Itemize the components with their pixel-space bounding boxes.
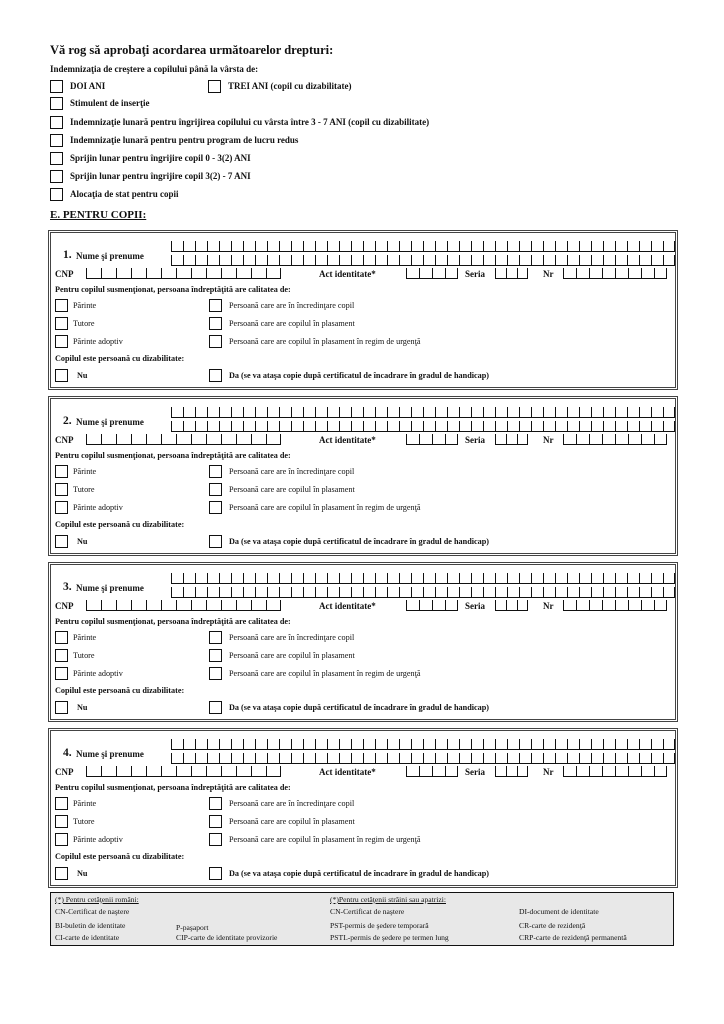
act-label: Act identitate*	[319, 435, 376, 445]
parinte-label: Părinte	[73, 633, 97, 642]
child-panel-3	[48, 562, 678, 722]
legend-di: DI-document de identitate	[519, 907, 599, 916]
calitate-label: Pentru copilul susmenţionat, persoana îndreptăţită are calitatea de:	[55, 783, 291, 792]
parinte-checkbox[interactable]	[55, 631, 68, 644]
name-grid-row-2-baseline	[171, 597, 675, 598]
incredintare-label: Persoană care are în încredinţare copil	[229, 799, 355, 808]
nu-label: Nu	[77, 537, 88, 546]
child-number: 3.	[63, 581, 72, 593]
cnp-label: CNP	[55, 269, 74, 279]
program-redus-checkbox[interactable]	[50, 134, 63, 147]
stimulent-label: Stimulent de inserţie	[70, 98, 150, 108]
plasament-checkbox[interactable]	[209, 815, 222, 828]
name-grid-row-2-baseline	[171, 265, 675, 266]
legend-cr: CR-carte de rezidenţă	[519, 921, 586, 930]
plasament-urgenta-label: Persoană care are copilul în plasament în regim de urgenţă	[229, 337, 421, 346]
legend-cip: CIP-carte de identitate provizorie	[176, 933, 278, 942]
doi-ani-label: DOI ANI	[70, 81, 106, 91]
seria-label: Seria	[465, 767, 485, 777]
cnp-grid-baseline	[86, 444, 281, 445]
seria-grid-baseline	[495, 444, 528, 445]
incredintare-label: Persoană care are în încredinţare copil	[229, 633, 355, 642]
da-checkbox[interactable]	[209, 867, 222, 880]
plasament-urgenta-label: Persoană care are copilul în plasament în regim de urgenţă	[229, 835, 421, 844]
name-grid-row-1-baseline	[171, 583, 675, 584]
da-label: Da (se va ataşa copie după certificatul de încadrare în gradul de handicap)	[229, 537, 490, 546]
incredintare-checkbox[interactable]	[209, 631, 222, 644]
calitate-label: Pentru copilul susmenţionat, persoana îndreptăţită are calitatea de:	[55, 617, 291, 626]
incredintare-label: Persoană care are în încredinţare copil	[229, 301, 355, 310]
parinte-adoptiv-checkbox[interactable]	[55, 501, 68, 514]
tutore-label: Tutore	[73, 651, 95, 660]
cnp-label: CNP	[55, 767, 74, 777]
page-title: Vă rog să aprobaţi acordarea următoarelor drepturi:	[50, 43, 334, 57]
da-label: Da (se va ataşa copie după certificatul de încadrare în gradul de handicap)	[229, 371, 490, 380]
plasament-urgenta-label: Persoană care are copilul în plasament în regim de urgenţă	[229, 669, 421, 678]
parinte-adoptiv-label: Părinte adoptiv	[73, 669, 123, 678]
name-grid-row-1-baseline	[171, 749, 675, 750]
act-label: Act identitate*	[319, 269, 376, 279]
act-grid-baseline	[406, 610, 458, 611]
nr-grid-baseline	[563, 444, 667, 445]
tutore-label: Tutore	[73, 319, 95, 328]
name-grid-row-2-baseline	[171, 763, 675, 764]
nu-checkbox[interactable]	[55, 701, 68, 714]
name-label: Nume şi prenume	[76, 583, 144, 593]
nr-grid-baseline	[563, 610, 667, 611]
nr-label: Nr	[543, 269, 554, 279]
parinte-adoptiv-label: Părinte adoptiv	[73, 835, 123, 844]
legend-cn: CN-Certificat de naştere	[55, 907, 130, 916]
da-checkbox[interactable]	[209, 535, 222, 548]
cnp-grid-baseline	[86, 278, 281, 279]
seria-label: Seria	[465, 269, 485, 279]
da-label: Da (se va ataşa copie după certificatul de încadrare în gradul de handicap)	[229, 703, 490, 712]
alocatie-label: Alocaţia de stat pentru copii	[70, 189, 179, 199]
cnp-grid-baseline	[86, 610, 281, 611]
da-checkbox[interactable]	[209, 701, 222, 714]
calitate-label: Pentru copilul susmenţionat, persoana îndreptăţită are calitatea de:	[55, 285, 291, 294]
parinte-label: Părinte	[73, 301, 97, 310]
tutore-label: Tutore	[73, 817, 95, 826]
plasament-urgenta-checkbox[interactable]	[209, 335, 222, 348]
plasament-urgenta-checkbox[interactable]	[209, 667, 222, 680]
child-number: 1.	[63, 249, 72, 261]
incredintare-checkbox[interactable]	[209, 299, 222, 312]
plasament-urgenta-checkbox[interactable]	[209, 501, 222, 514]
legend-bi: BI-buletin de identitate	[55, 921, 126, 930]
doi-ani-checkbox[interactable]	[50, 80, 63, 93]
nr-grid-baseline	[563, 776, 667, 777]
plasament-checkbox[interactable]	[209, 317, 222, 330]
legend-box	[50, 892, 674, 946]
name-label: Nume şi prenume	[76, 417, 144, 427]
parinte-checkbox[interactable]	[55, 797, 68, 810]
legend-crp: CRP-carte de rezidenţă permanentă	[519, 933, 627, 942]
child-panel-2	[48, 396, 678, 556]
plasament-urgenta-label: Persoană care are copilul în plasament în regim de urgenţă	[229, 503, 421, 512]
parinte-checkbox[interactable]	[55, 465, 68, 478]
da-label: Da (se va ataşa copie după certificatul de încadrare în gradul de handicap)	[229, 869, 490, 878]
trei-ani-checkbox[interactable]	[208, 80, 221, 93]
act-grid-baseline	[406, 444, 458, 445]
section-e-title: E. PENTRU COPII:	[50, 209, 147, 221]
legend-ci: CI-carte de identitate	[55, 933, 120, 942]
plasament-label: Persoană care are copilul în plasament	[229, 817, 355, 826]
act-label: Act identitate*	[319, 601, 376, 611]
seria-grid-baseline	[495, 278, 528, 279]
legend-cn2: CN-Certificat de naştere	[330, 907, 405, 916]
indemnizatie-3-7-checkbox[interactable]	[50, 116, 63, 129]
dizabilitate-label: Copilul este persoană cu dizabilitate:	[55, 686, 185, 695]
cnp-grid-baseline	[86, 776, 281, 777]
act-grid-baseline	[406, 278, 458, 279]
da-checkbox[interactable]	[209, 369, 222, 382]
plasament-checkbox[interactable]	[209, 483, 222, 496]
name-label: Nume şi prenume	[76, 749, 144, 759]
seria-grid-baseline	[495, 776, 528, 777]
indemnizatie-3-7-label: Indemnizaţie lunară pentru îngrijirea copilului cu vârsta între 3 - 7 ANI (copil cu dizabilitate)	[70, 117, 430, 127]
child-number: 4.	[63, 747, 72, 759]
stimulent-checkbox[interactable]	[50, 97, 63, 110]
cnp-label: CNP	[55, 601, 74, 611]
child-panel-1	[48, 230, 678, 390]
name-grid-row-1-baseline	[171, 417, 675, 418]
plasament-urgenta-checkbox[interactable]	[209, 833, 222, 846]
parinte-adoptiv-checkbox[interactable]	[55, 833, 68, 846]
legend-p: P-paşaport	[176, 923, 209, 932]
plasament-label: Persoană care are copilul în plasament	[229, 485, 355, 494]
nu-label: Nu	[77, 869, 88, 878]
nu-checkbox[interactable]	[55, 867, 68, 880]
legend-pst: PST-permis de şedere temporară	[330, 921, 429, 930]
incredintare-checkbox[interactable]	[209, 797, 222, 810]
legend-right-title: (*)Pentru cetăţenii străini sau apatrizi:	[330, 895, 446, 904]
nu-label: Nu	[77, 703, 88, 712]
alocatie-checkbox[interactable]	[50, 188, 63, 201]
nr-label: Nr	[543, 601, 554, 611]
incredintare-checkbox[interactable]	[209, 465, 222, 478]
legend-pstl: PSTL-permis de şedere pe termen lung	[330, 933, 449, 942]
name-grid-row-1-baseline	[171, 251, 675, 252]
parinte-label: Părinte	[73, 799, 97, 808]
parinte-adoptiv-label: Părinte adoptiv	[73, 337, 123, 346]
parinte-adoptiv-checkbox[interactable]	[55, 335, 68, 348]
parinte-label: Părinte	[73, 467, 97, 476]
child-number: 2.	[63, 415, 72, 427]
parinte-adoptiv-checkbox[interactable]	[55, 667, 68, 680]
tutore-checkbox[interactable]	[55, 649, 68, 662]
plasament-label: Persoană care are copilul în plasament	[229, 651, 355, 660]
seria-label: Seria	[465, 435, 485, 445]
nr-label: Nr	[543, 435, 554, 445]
plasament-label: Persoană care are copilul în plasament	[229, 319, 355, 328]
nr-grid-baseline	[563, 278, 667, 279]
name-label: Nume şi prenume	[76, 251, 144, 261]
nr-label: Nr	[543, 767, 554, 777]
nu-checkbox[interactable]	[55, 535, 68, 548]
dizabilitate-label: Copilul este persoană cu dizabilitate:	[55, 852, 185, 861]
parinte-adoptiv-label: Părinte adoptiv	[73, 503, 123, 512]
dizabilitate-label: Copilul este persoană cu dizabilitate:	[55, 354, 185, 363]
tutore-checkbox[interactable]	[55, 483, 68, 496]
trei-ani-label: TREI ANI (copil cu dizabilitate)	[228, 81, 352, 91]
sprijin-0-3-checkbox[interactable]	[50, 152, 63, 165]
act-label: Act identitate*	[319, 767, 376, 777]
program-redus-label: Indemnizaţie lunară pentru pentru program de lucru redus	[70, 135, 299, 145]
tutore-checkbox[interactable]	[55, 317, 68, 330]
cnp-label: CNP	[55, 435, 74, 445]
sprijin-3-7-checkbox[interactable]	[50, 170, 63, 183]
subtitle-indemnizatie: Indemnizaţia de creştere a copilului până la vârsta de:	[50, 64, 259, 74]
plasament-checkbox[interactable]	[209, 649, 222, 662]
seria-label: Seria	[465, 601, 485, 611]
calitate-label: Pentru copilul susmenţionat, persoana îndreptăţită are calitatea de:	[55, 451, 291, 460]
dizabilitate-label: Copilul este persoană cu dizabilitate:	[55, 520, 185, 529]
seria-grid-baseline	[495, 610, 528, 611]
nu-checkbox[interactable]	[55, 369, 68, 382]
parinte-checkbox[interactable]	[55, 299, 68, 312]
sprijin-0-3-label: Sprijin lunar pentru îngrijire copil 0 - 3(2) ANI	[70, 153, 251, 163]
nu-label: Nu	[77, 371, 88, 380]
tutore-checkbox[interactable]	[55, 815, 68, 828]
legend-left-title: (*) Pentru cetăţenii români:	[55, 895, 139, 904]
act-grid-baseline	[406, 776, 458, 777]
sprijin-3-7-label: Sprijin lunar pentru îngrijire copil 3(2) - 7 ANI	[70, 171, 251, 181]
tutore-label: Tutore	[73, 485, 95, 494]
child-panel-4	[48, 728, 678, 888]
incredintare-label: Persoană care are în încredinţare copil	[229, 467, 355, 476]
name-grid-row-2-baseline	[171, 431, 675, 432]
